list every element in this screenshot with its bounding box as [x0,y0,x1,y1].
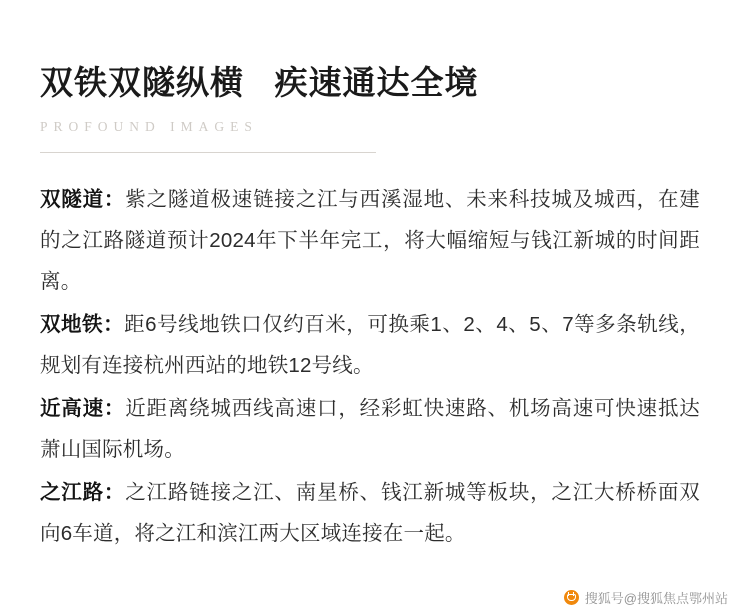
paragraph-highway [40,388,700,470]
paragraph-text: 近距离绕城西线高速口，经彩虹快速路、机场高速可快速抵达萧山国际机场。 [40,397,700,462]
paragraph-lead: 近高速： [40,397,126,421]
paragraph-lead: 双地铁： [40,313,125,337]
paragraph-lead: 之江路： [40,481,126,505]
paragraph-metro [40,304,700,386]
page-title: 双铁双隧纵横 疾速通达全境 [40,64,479,101]
sohu-logo-icon [564,590,579,605]
subtitle-watermark: PROFOUND IMAGES [40,119,258,135]
paragraph-text: 距6号线地铁口仅约百米，可换乘1、2、4、5、7等多条轨线，规划有连接杭州西站的地铁12号线。 [40,313,700,378]
paragraph-lead: 双隧道： [40,188,126,212]
heading-block [40,0,700,137]
title-divider [40,152,376,153]
footer-watermark [564,588,728,607]
paragraph-tunnels [40,179,700,302]
body-content [40,179,700,554]
watermark-text: 搜狐号@搜狐焦点鄂州站 [584,591,728,606]
paragraph-zhijiang-road [40,472,700,554]
paragraph-text: 紫之隧道极速链接之江与西溪湿地、未来科技城及城西，在建的之江路隧道预计2024年下半年完工，将大幅缩短与钱江新城的时间距离。 [40,188,700,294]
paragraph-text: 之江路链接之江、南星桥、钱江新城等板块，之江大桥桥面双向6车道，将之江和滨江两大区域连接在一起。 [40,481,700,546]
